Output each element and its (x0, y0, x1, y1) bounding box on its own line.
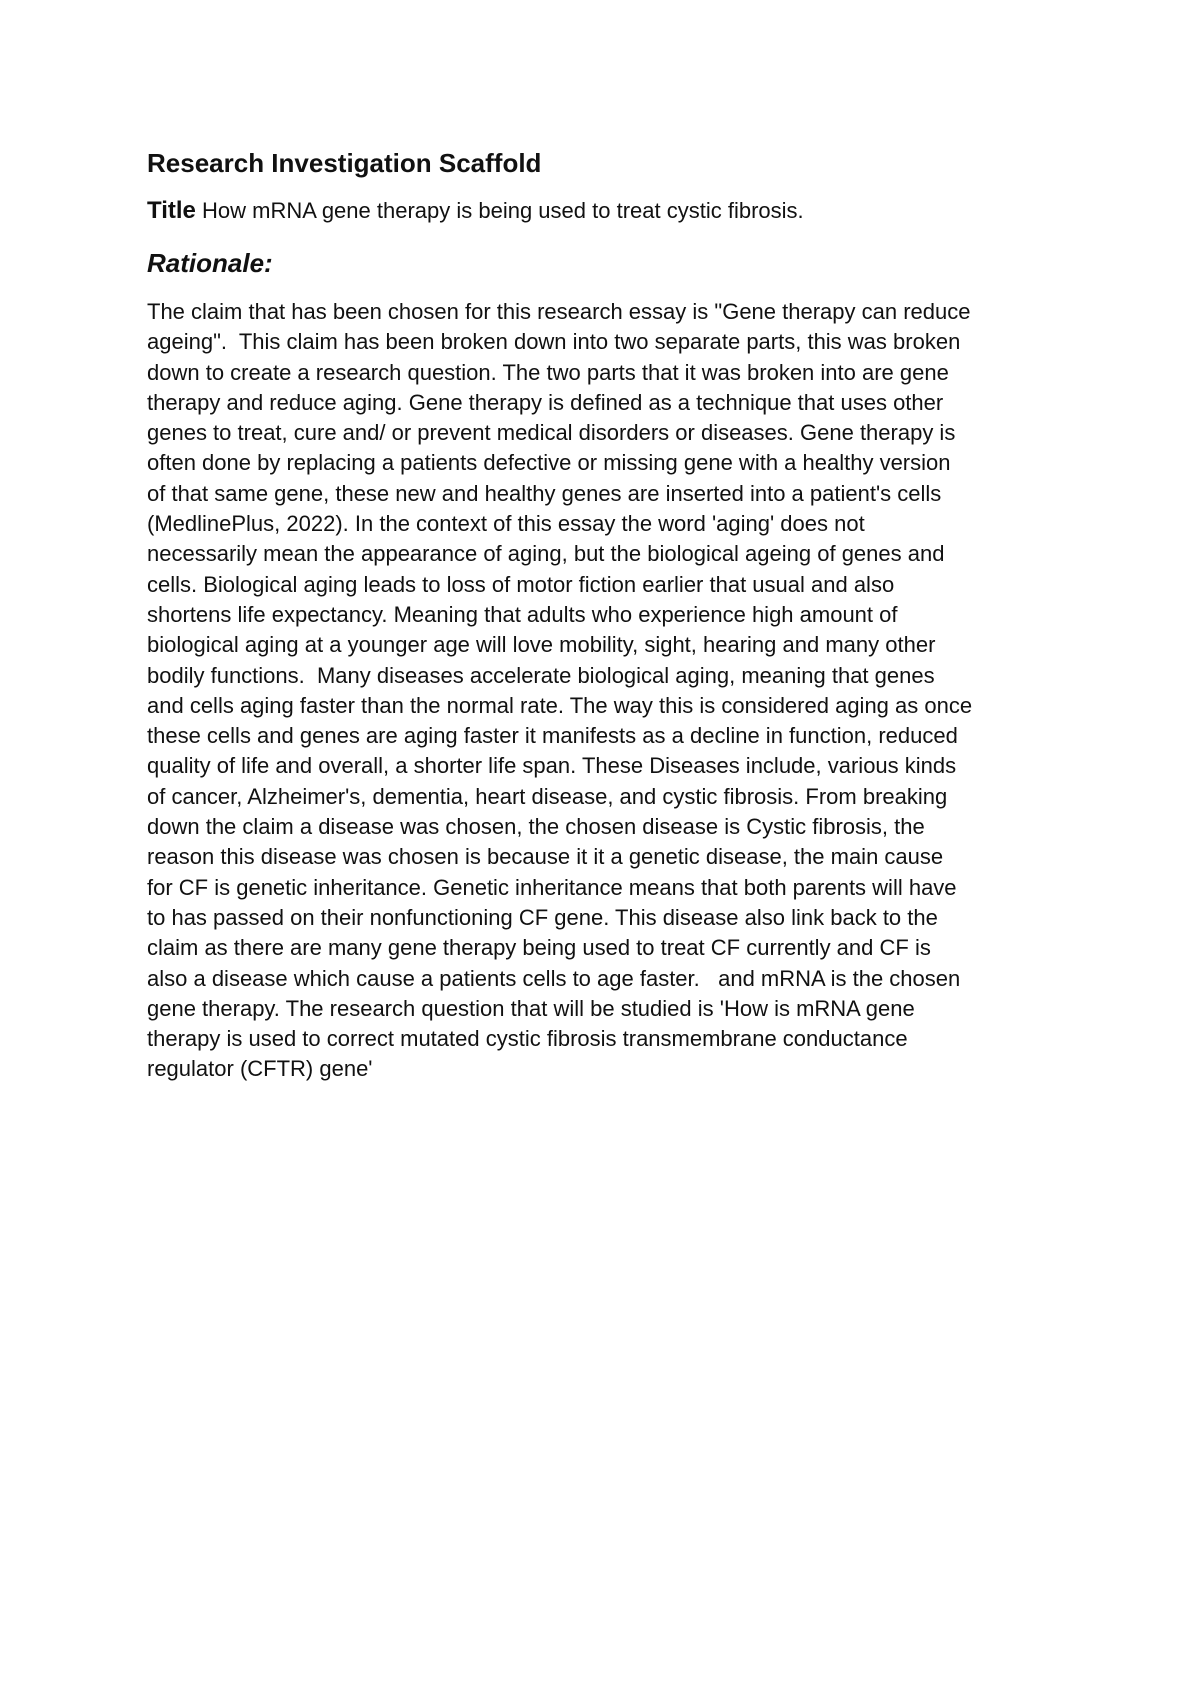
paragraph-line: claim as there are many gene therapy being used to treat CF currently and CF is (147, 935, 931, 961)
title-line (147, 191, 1067, 231)
paragraph-line: and cells aging faster than the normal rate. The way this is considered aging as once (147, 692, 973, 718)
paragraph-line: of that same gene, these new and healthy genes are inserted into a patient's cells (147, 480, 942, 506)
paragraph-line: The claim that has been chosen for this research essay is "Gene therapy can reduce (147, 299, 971, 324)
paragraph-line: often done by replacing a patients defective or missing gene with a healthy version (147, 450, 951, 476)
paragraph-line: for CF is genetic inheritance. Genetic inheritance means that both parents will have (147, 874, 957, 900)
title-text: How mRNA gene therapy is being used to treat cystic fibrosis. (195, 198, 804, 223)
paragraph-line: (MedlinePlus, 2022). In the context of this essay the word 'aging' does not (147, 511, 865, 537)
paragraph-line: quality of life and overall, a shorter life span. These Diseases include, various kinds (147, 753, 957, 779)
paragraph-line: also a disease which cause a patients cells to age faster. and mRNA is the chosen (147, 965, 961, 991)
paragraph-line: regulator (CFTR) gene' (147, 1056, 373, 1082)
rationale-paragraph (147, 297, 1067, 1085)
title-label: Title (147, 197, 196, 224)
document-page (147, 143, 1067, 1085)
paragraph-line: of cancer, Alzheimer's, dementia, heart disease, and cystic fibrosis. From breaking (147, 783, 948, 809)
rationale-heading: Rationale: (147, 248, 273, 278)
paragraph-line: down the claim a disease was chosen, the chosen disease is Cystic fibrosis, the (147, 814, 925, 840)
paragraph-line: gene therapy. The research question that will be studied is 'How is mRNA gene (147, 995, 915, 1021)
paragraph-line: therapy and reduce aging. Gene therapy is defined as a technique that uses other (147, 389, 944, 415)
paragraph-line: ageing". This claim has been broken down into two separate parts, this was broken (147, 329, 961, 355)
paragraph-line: to has passed on their nonfunctioning CF gene. This disease also link back to the (147, 904, 938, 930)
paragraph-line: necessarily mean the appearance of aging, but the biological ageing of genes and (147, 541, 945, 567)
paragraph-line: therapy is used to correct mutated cystic fibrosis transmembrane conductance (147, 1026, 908, 1052)
document-heading: Research Investigation Scaffold (147, 148, 542, 178)
paragraph-line: cells. Biological aging leads to loss of motor fiction earlier that usual and also (147, 571, 895, 597)
paragraph-line: genes to treat, cure and/ or prevent medical disorders or diseases. Gene therapy is (147, 420, 956, 446)
paragraph-line: bodily functions. Many diseases accelerate biological aging, meaning that genes (147, 662, 935, 688)
paragraph-line: reason this disease was chosen is because it it a genetic disease, the main cause (147, 844, 944, 870)
paragraph-line: these cells and genes are aging faster it manifests as a decline in function, reduced (147, 723, 958, 749)
paragraph-line: down to create a research question. The two parts that it was broken into are gene (147, 359, 949, 385)
paragraph-line: shortens life expectancy. Meaning that adults who experience high amount of (147, 601, 898, 627)
paragraph-line: biological aging at a younger age will love mobility, sight, hearing and many other (147, 632, 936, 658)
